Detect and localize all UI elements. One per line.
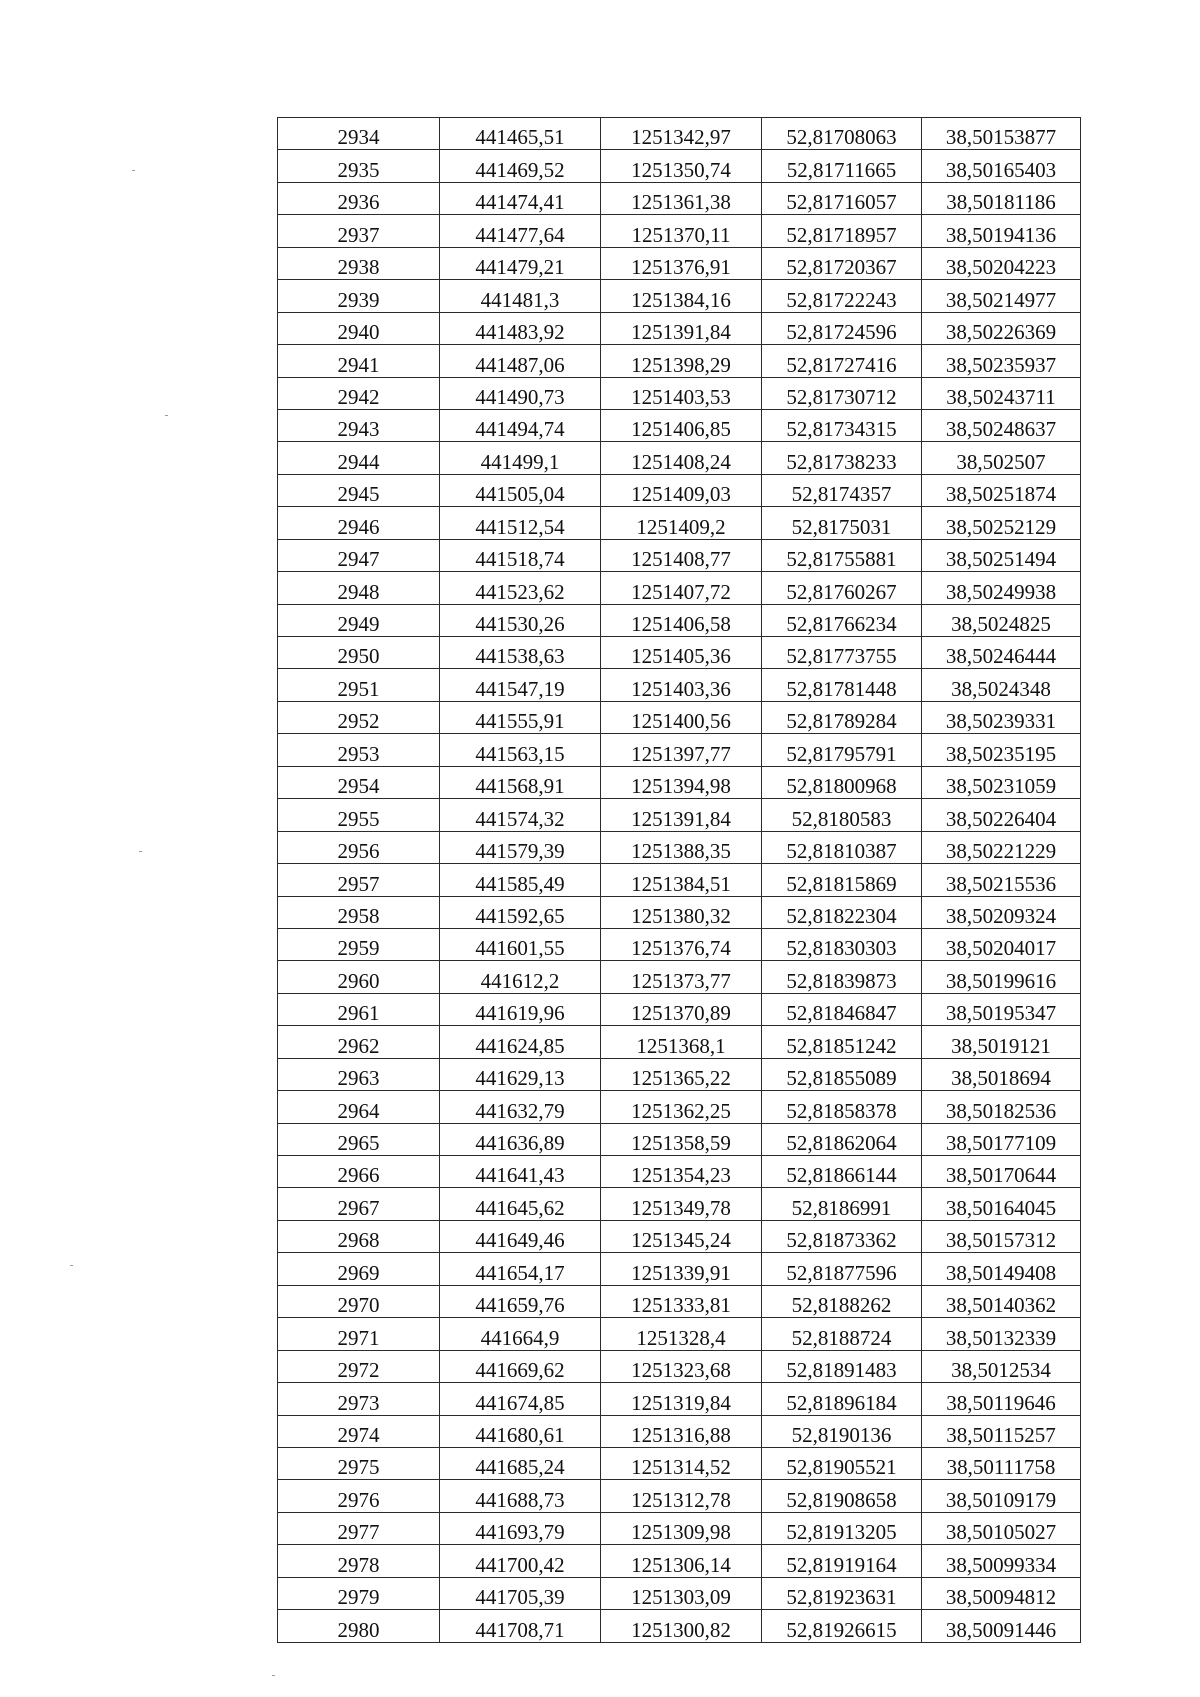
point-number-cell: 2961 xyxy=(278,993,440,1025)
table-row xyxy=(278,1318,1081,1350)
table-row xyxy=(278,409,1081,441)
latitude-cell: 52,81830303 xyxy=(762,928,922,960)
table-row xyxy=(278,1253,1081,1285)
table-row xyxy=(278,1188,1081,1220)
x-coordinate-cell: 441538,63 xyxy=(440,637,601,669)
latitude-cell: 52,81896184 xyxy=(762,1383,922,1415)
longitude-cell: 38,50226404 xyxy=(922,799,1081,831)
longitude-cell: 38,50194136 xyxy=(922,215,1081,247)
longitude-cell: 38,50157312 xyxy=(922,1220,1081,1252)
latitude-cell: 52,81722243 xyxy=(762,280,922,312)
y-coordinate-cell: 1251384,51 xyxy=(601,864,762,896)
x-coordinate-cell: 441487,06 xyxy=(440,345,601,377)
point-number-cell: 2970 xyxy=(278,1285,440,1317)
point-number-cell: 2956 xyxy=(278,831,440,863)
latitude-cell: 52,81855089 xyxy=(762,1058,922,1090)
table-row xyxy=(278,1610,1081,1642)
y-coordinate-cell: 1251406,85 xyxy=(601,409,762,441)
latitude-cell: 52,81734315 xyxy=(762,409,922,441)
x-coordinate-cell: 441479,21 xyxy=(440,247,601,279)
latitude-cell: 52,81789284 xyxy=(762,701,922,733)
table-row xyxy=(278,637,1081,669)
point-number-cell: 2979 xyxy=(278,1577,440,1609)
point-number-cell: 2936 xyxy=(278,182,440,214)
x-coordinate-cell: 441612,2 xyxy=(440,961,601,993)
latitude-cell: 52,8186991 xyxy=(762,1188,922,1220)
longitude-cell: 38,50182536 xyxy=(922,1091,1081,1123)
y-coordinate-cell: 1251376,74 xyxy=(601,928,762,960)
table-row xyxy=(278,961,1081,993)
longitude-cell: 38,50115257 xyxy=(922,1415,1081,1447)
scan-speck xyxy=(165,415,168,416)
point-number-cell: 2942 xyxy=(278,377,440,409)
y-coordinate-cell: 1251319,84 xyxy=(601,1383,762,1415)
table-row xyxy=(278,1447,1081,1479)
table-row xyxy=(278,539,1081,571)
table-row xyxy=(278,572,1081,604)
table-row xyxy=(278,799,1081,831)
point-number-cell: 2937 xyxy=(278,215,440,247)
point-number-cell: 2969 xyxy=(278,1253,440,1285)
longitude-cell: 38,50153877 xyxy=(922,118,1081,150)
longitude-cell: 38,50132339 xyxy=(922,1318,1081,1350)
point-number-cell: 2957 xyxy=(278,864,440,896)
table-row xyxy=(278,474,1081,506)
longitude-cell: 38,50204223 xyxy=(922,247,1081,279)
y-coordinate-cell: 1251303,09 xyxy=(601,1577,762,1609)
table-row xyxy=(278,1350,1081,1382)
x-coordinate-cell: 441474,41 xyxy=(440,182,601,214)
x-coordinate-cell: 441477,64 xyxy=(440,215,601,247)
y-coordinate-cell: 1251309,98 xyxy=(601,1512,762,1544)
longitude-cell: 38,50199616 xyxy=(922,961,1081,993)
x-coordinate-cell: 441624,85 xyxy=(440,1026,601,1058)
latitude-cell: 52,81727416 xyxy=(762,345,922,377)
point-number-cell: 2951 xyxy=(278,669,440,701)
y-coordinate-cell: 1251362,25 xyxy=(601,1091,762,1123)
latitude-cell: 52,81781448 xyxy=(762,669,922,701)
longitude-cell: 38,50099334 xyxy=(922,1545,1081,1577)
point-number-cell: 2938 xyxy=(278,247,440,279)
x-coordinate-cell: 441547,19 xyxy=(440,669,601,701)
latitude-cell: 52,81755881 xyxy=(762,539,922,571)
x-coordinate-cell: 441490,73 xyxy=(440,377,601,409)
point-number-cell: 2941 xyxy=(278,345,440,377)
y-coordinate-cell: 1251312,78 xyxy=(601,1480,762,1512)
point-number-cell: 2976 xyxy=(278,1480,440,1512)
x-coordinate-cell: 441494,74 xyxy=(440,409,601,441)
longitude-cell: 38,50243711 xyxy=(922,377,1081,409)
y-coordinate-cell: 1251349,78 xyxy=(601,1188,762,1220)
point-number-cell: 2959 xyxy=(278,928,440,960)
longitude-cell: 38,502507 xyxy=(922,442,1081,474)
point-number-cell: 2978 xyxy=(278,1545,440,1577)
table-row xyxy=(278,701,1081,733)
longitude-cell: 38,50111758 xyxy=(922,1447,1081,1479)
latitude-cell: 52,81810387 xyxy=(762,831,922,863)
table-row xyxy=(278,1512,1081,1544)
table-row xyxy=(278,1545,1081,1577)
point-number-cell: 2939 xyxy=(278,280,440,312)
y-coordinate-cell: 1251314,52 xyxy=(601,1447,762,1479)
longitude-cell: 38,50209324 xyxy=(922,896,1081,928)
x-coordinate-cell: 441693,79 xyxy=(440,1512,601,1544)
latitude-cell: 52,81711665 xyxy=(762,150,922,182)
longitude-cell: 38,50177109 xyxy=(922,1123,1081,1155)
x-coordinate-cell: 441649,46 xyxy=(440,1220,601,1252)
table-row xyxy=(278,1091,1081,1123)
x-coordinate-cell: 441641,43 xyxy=(440,1156,601,1188)
x-coordinate-cell: 441579,39 xyxy=(440,831,601,863)
latitude-cell: 52,81716057 xyxy=(762,182,922,214)
point-number-cell: 2977 xyxy=(278,1512,440,1544)
y-coordinate-cell: 1251328,4 xyxy=(601,1318,762,1350)
latitude-cell: 52,81891483 xyxy=(762,1350,922,1382)
y-coordinate-cell: 1251380,32 xyxy=(601,896,762,928)
longitude-cell: 38,50231059 xyxy=(922,766,1081,798)
x-coordinate-cell: 441705,39 xyxy=(440,1577,601,1609)
table-row xyxy=(278,1123,1081,1155)
point-number-cell: 2972 xyxy=(278,1350,440,1382)
y-coordinate-cell: 1251394,98 xyxy=(601,766,762,798)
point-number-cell: 2967 xyxy=(278,1188,440,1220)
latitude-cell: 52,81851242 xyxy=(762,1026,922,1058)
x-coordinate-cell: 441530,26 xyxy=(440,604,601,636)
x-coordinate-cell: 441645,62 xyxy=(440,1188,601,1220)
y-coordinate-cell: 1251406,58 xyxy=(601,604,762,636)
x-coordinate-cell: 441685,24 xyxy=(440,1447,601,1479)
longitude-cell: 38,50235195 xyxy=(922,734,1081,766)
y-coordinate-cell: 1251408,24 xyxy=(601,442,762,474)
longitude-cell: 38,50248637 xyxy=(922,409,1081,441)
y-coordinate-cell: 1251370,11 xyxy=(601,215,762,247)
table-row xyxy=(278,1220,1081,1252)
latitude-cell: 52,81839873 xyxy=(762,961,922,993)
latitude-cell: 52,81923631 xyxy=(762,1577,922,1609)
table-row xyxy=(278,1415,1081,1447)
latitude-cell: 52,81862064 xyxy=(762,1123,922,1155)
y-coordinate-cell: 1251391,84 xyxy=(601,312,762,344)
point-number-cell: 2943 xyxy=(278,409,440,441)
table-row xyxy=(278,864,1081,896)
point-number-cell: 2973 xyxy=(278,1383,440,1415)
table-row xyxy=(278,312,1081,344)
longitude-cell: 38,5012534 xyxy=(922,1350,1081,1382)
longitude-cell: 38,50249938 xyxy=(922,572,1081,604)
longitude-cell: 38,50239331 xyxy=(922,701,1081,733)
latitude-cell: 52,81720367 xyxy=(762,247,922,279)
table-row xyxy=(278,1383,1081,1415)
x-coordinate-cell: 441664,9 xyxy=(440,1318,601,1350)
latitude-cell: 52,81766234 xyxy=(762,604,922,636)
x-coordinate-cell: 441469,52 xyxy=(440,150,601,182)
x-coordinate-cell: 441688,73 xyxy=(440,1480,601,1512)
table-row xyxy=(278,507,1081,539)
latitude-cell: 52,81866144 xyxy=(762,1156,922,1188)
point-number-cell: 2971 xyxy=(278,1318,440,1350)
latitude-cell: 52,81718957 xyxy=(762,215,922,247)
x-coordinate-cell: 441674,85 xyxy=(440,1383,601,1415)
y-coordinate-cell: 1251345,24 xyxy=(601,1220,762,1252)
latitude-cell: 52,81760267 xyxy=(762,572,922,604)
table-row xyxy=(278,669,1081,701)
longitude-cell: 38,5019121 xyxy=(922,1026,1081,1058)
x-coordinate-cell: 441601,55 xyxy=(440,928,601,960)
latitude-cell: 52,81877596 xyxy=(762,1253,922,1285)
latitude-cell: 52,8174357 xyxy=(762,474,922,506)
latitude-cell: 52,81773755 xyxy=(762,637,922,669)
longitude-cell: 38,50246444 xyxy=(922,637,1081,669)
latitude-cell: 52,81795791 xyxy=(762,734,922,766)
latitude-cell: 52,81905521 xyxy=(762,1447,922,1479)
y-coordinate-cell: 1251368,1 xyxy=(601,1026,762,1058)
y-coordinate-cell: 1251300,82 xyxy=(601,1610,762,1642)
longitude-cell: 38,50094812 xyxy=(922,1577,1081,1609)
point-number-cell: 2963 xyxy=(278,1058,440,1090)
longitude-cell: 38,50181186 xyxy=(922,182,1081,214)
longitude-cell: 38,50252129 xyxy=(922,507,1081,539)
latitude-cell: 52,81708063 xyxy=(762,118,922,150)
table-row xyxy=(278,1058,1081,1090)
x-coordinate-cell: 441499,1 xyxy=(440,442,601,474)
table-row xyxy=(278,377,1081,409)
x-coordinate-cell: 441483,92 xyxy=(440,312,601,344)
longitude-cell: 38,50170644 xyxy=(922,1156,1081,1188)
table-row xyxy=(278,118,1081,150)
point-number-cell: 2950 xyxy=(278,637,440,669)
longitude-cell: 38,50215536 xyxy=(922,864,1081,896)
longitude-cell: 38,5018694 xyxy=(922,1058,1081,1090)
y-coordinate-cell: 1251405,36 xyxy=(601,637,762,669)
table-row xyxy=(278,150,1081,182)
table-row xyxy=(278,604,1081,636)
table-row xyxy=(278,831,1081,863)
table-row xyxy=(278,280,1081,312)
x-coordinate-cell: 441632,79 xyxy=(440,1091,601,1123)
y-coordinate-cell: 1251407,72 xyxy=(601,572,762,604)
longitude-cell: 38,50204017 xyxy=(922,928,1081,960)
y-coordinate-cell: 1251350,74 xyxy=(601,150,762,182)
point-number-cell: 2974 xyxy=(278,1415,440,1447)
longitude-cell: 38,50091446 xyxy=(922,1610,1081,1642)
y-coordinate-cell: 1251391,84 xyxy=(601,799,762,831)
point-number-cell: 2958 xyxy=(278,896,440,928)
x-coordinate-cell: 441585,49 xyxy=(440,864,601,896)
latitude-cell: 52,8188262 xyxy=(762,1285,922,1317)
y-coordinate-cell: 1251316,88 xyxy=(601,1415,762,1447)
y-coordinate-cell: 1251306,14 xyxy=(601,1545,762,1577)
point-number-cell: 2966 xyxy=(278,1156,440,1188)
point-number-cell: 2949 xyxy=(278,604,440,636)
x-coordinate-cell: 441481,3 xyxy=(440,280,601,312)
point-number-cell: 2965 xyxy=(278,1123,440,1155)
x-coordinate-cell: 441592,65 xyxy=(440,896,601,928)
table-row xyxy=(278,215,1081,247)
x-coordinate-cell: 441700,42 xyxy=(440,1545,601,1577)
x-coordinate-cell: 441555,91 xyxy=(440,701,601,733)
longitude-cell: 38,5024348 xyxy=(922,669,1081,701)
y-coordinate-cell: 1251361,38 xyxy=(601,182,762,214)
y-coordinate-cell: 1251342,97 xyxy=(601,118,762,150)
point-number-cell: 2935 xyxy=(278,150,440,182)
longitude-cell: 38,50195347 xyxy=(922,993,1081,1025)
longitude-cell: 38,50164045 xyxy=(922,1188,1081,1220)
point-number-cell: 2952 xyxy=(278,701,440,733)
latitude-cell: 52,81724596 xyxy=(762,312,922,344)
y-coordinate-cell: 1251376,91 xyxy=(601,247,762,279)
table-row xyxy=(278,1285,1081,1317)
longitude-cell: 38,50165403 xyxy=(922,150,1081,182)
point-number-cell: 2975 xyxy=(278,1447,440,1479)
longitude-cell: 38,50226369 xyxy=(922,312,1081,344)
y-coordinate-cell: 1251397,77 xyxy=(601,734,762,766)
table-row xyxy=(278,993,1081,1025)
point-number-cell: 2944 xyxy=(278,442,440,474)
table-row xyxy=(278,896,1081,928)
point-number-cell: 2946 xyxy=(278,507,440,539)
y-coordinate-cell: 1251398,29 xyxy=(601,345,762,377)
table-row xyxy=(278,345,1081,377)
table-row xyxy=(278,766,1081,798)
latitude-cell: 52,81846847 xyxy=(762,993,922,1025)
point-number-cell: 2962 xyxy=(278,1026,440,1058)
longitude-cell: 38,50221229 xyxy=(922,831,1081,863)
longitude-cell: 38,50251494 xyxy=(922,539,1081,571)
point-number-cell: 2945 xyxy=(278,474,440,506)
scan-speck xyxy=(70,1265,73,1266)
latitude-cell: 52,8190136 xyxy=(762,1415,922,1447)
x-coordinate-cell: 441659,76 xyxy=(440,1285,601,1317)
point-number-cell: 2934 xyxy=(278,118,440,150)
longitude-cell: 38,50235937 xyxy=(922,345,1081,377)
y-coordinate-cell: 1251408,77 xyxy=(601,539,762,571)
table-row xyxy=(278,247,1081,279)
point-number-cell: 2955 xyxy=(278,799,440,831)
latitude-cell: 52,8175031 xyxy=(762,507,922,539)
latitude-cell: 52,81730712 xyxy=(762,377,922,409)
point-number-cell: 2960 xyxy=(278,961,440,993)
longitude-cell: 38,50214977 xyxy=(922,280,1081,312)
point-number-cell: 2980 xyxy=(278,1610,440,1642)
x-coordinate-cell: 441523,62 xyxy=(440,572,601,604)
y-coordinate-cell: 1251370,89 xyxy=(601,993,762,1025)
latitude-cell: 52,81858378 xyxy=(762,1091,922,1123)
point-number-cell: 2953 xyxy=(278,734,440,766)
table-row xyxy=(278,1577,1081,1609)
x-coordinate-cell: 441636,89 xyxy=(440,1123,601,1155)
longitude-cell: 38,50140362 xyxy=(922,1285,1081,1317)
y-coordinate-cell: 1251358,59 xyxy=(601,1123,762,1155)
y-coordinate-cell: 1251388,35 xyxy=(601,831,762,863)
y-coordinate-cell: 1251339,91 xyxy=(601,1253,762,1285)
scan-speck xyxy=(272,1675,275,1676)
table-row xyxy=(278,928,1081,960)
y-coordinate-cell: 1251409,2 xyxy=(601,507,762,539)
x-coordinate-cell: 441680,61 xyxy=(440,1415,601,1447)
longitude-cell: 38,50119646 xyxy=(922,1383,1081,1415)
latitude-cell: 52,81926615 xyxy=(762,1610,922,1642)
latitude-cell: 52,81800968 xyxy=(762,766,922,798)
point-number-cell: 2947 xyxy=(278,539,440,571)
latitude-cell: 52,81738233 xyxy=(762,442,922,474)
x-coordinate-cell: 441568,91 xyxy=(440,766,601,798)
table-row xyxy=(278,734,1081,766)
latitude-cell: 52,81815869 xyxy=(762,864,922,896)
latitude-cell: 52,8188724 xyxy=(762,1318,922,1350)
table-row xyxy=(278,1156,1081,1188)
longitude-cell: 38,5024825 xyxy=(922,604,1081,636)
y-coordinate-cell: 1251323,68 xyxy=(601,1350,762,1382)
y-coordinate-cell: 1251403,36 xyxy=(601,669,762,701)
y-coordinate-cell: 1251365,22 xyxy=(601,1058,762,1090)
latitude-cell: 52,81913205 xyxy=(762,1512,922,1544)
x-coordinate-cell: 441574,32 xyxy=(440,799,601,831)
x-coordinate-cell: 441708,71 xyxy=(440,1610,601,1642)
latitude-cell: 52,81908658 xyxy=(762,1480,922,1512)
table-row xyxy=(278,182,1081,214)
coordinates-table-body xyxy=(278,118,1081,1643)
x-coordinate-cell: 441465,51 xyxy=(440,118,601,150)
table-row xyxy=(278,1026,1081,1058)
y-coordinate-cell: 1251373,77 xyxy=(601,961,762,993)
latitude-cell: 52,8180583 xyxy=(762,799,922,831)
x-coordinate-cell: 441669,62 xyxy=(440,1350,601,1382)
x-coordinate-cell: 441629,13 xyxy=(440,1058,601,1090)
x-coordinate-cell: 441505,04 xyxy=(440,474,601,506)
scan-speck xyxy=(132,170,135,171)
coordinates-table xyxy=(277,117,1081,1643)
point-number-cell: 2968 xyxy=(278,1220,440,1252)
y-coordinate-cell: 1251333,81 xyxy=(601,1285,762,1317)
y-coordinate-cell: 1251400,56 xyxy=(601,701,762,733)
point-number-cell: 2940 xyxy=(278,312,440,344)
y-coordinate-cell: 1251384,16 xyxy=(601,280,762,312)
latitude-cell: 52,81822304 xyxy=(762,896,922,928)
latitude-cell: 52,81919164 xyxy=(762,1545,922,1577)
x-coordinate-cell: 441512,54 xyxy=(440,507,601,539)
x-coordinate-cell: 441563,15 xyxy=(440,734,601,766)
table-row xyxy=(278,442,1081,474)
longitude-cell: 38,50149408 xyxy=(922,1253,1081,1285)
point-number-cell: 2948 xyxy=(278,572,440,604)
longitude-cell: 38,50109179 xyxy=(922,1480,1081,1512)
longitude-cell: 38,50105027 xyxy=(922,1512,1081,1544)
latitude-cell: 52,81873362 xyxy=(762,1220,922,1252)
point-number-cell: 2954 xyxy=(278,766,440,798)
x-coordinate-cell: 441654,17 xyxy=(440,1253,601,1285)
table-row xyxy=(278,1480,1081,1512)
scan-speck xyxy=(139,851,142,852)
x-coordinate-cell: 441619,96 xyxy=(440,993,601,1025)
y-coordinate-cell: 1251354,23 xyxy=(601,1156,762,1188)
x-coordinate-cell: 441518,74 xyxy=(440,539,601,571)
point-number-cell: 2964 xyxy=(278,1091,440,1123)
y-coordinate-cell: 1251409,03 xyxy=(601,474,762,506)
longitude-cell: 38,50251874 xyxy=(922,474,1081,506)
y-coordinate-cell: 1251403,53 xyxy=(601,377,762,409)
